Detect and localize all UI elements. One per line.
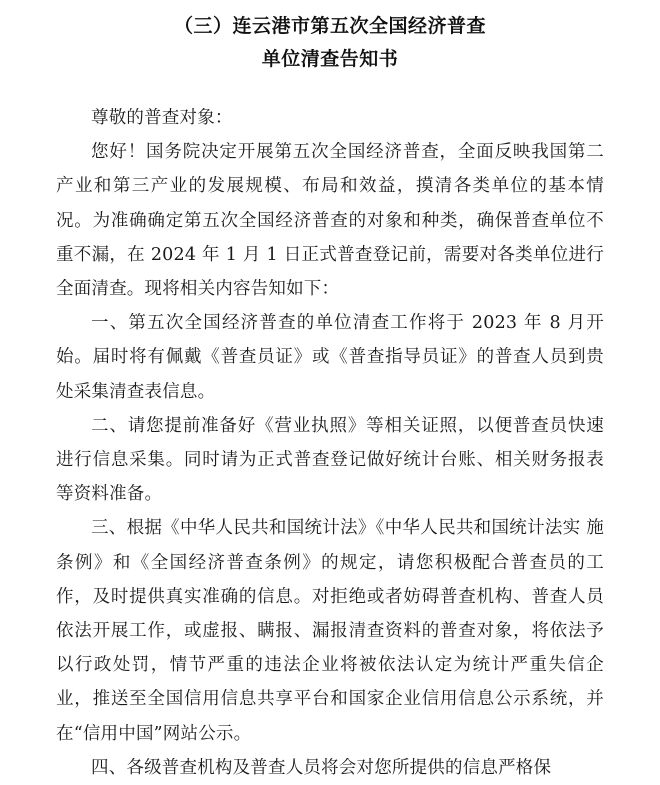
salutation: 尊敬的普查对象： (91, 108, 233, 128)
page-title-line-1: （三）连云港市第五次全国经济普查 (173, 15, 486, 37)
page-title (56, 10, 604, 75)
document-body (56, 101, 604, 785)
paragraph-1: 您好！国务院决定开展第五次全国经济普查，全面反映我国第二产业和第三产业的发展规模、布局和效益，摸清各类单位的基本情况。为准确确定第五次全国经济普查的对象和种类，确保普查单位不重不漏，在 2024 年 1 月 1 日正式普查登记前，需要对各类单位进行全面清查。现将相关内容告知如下： (56, 142, 604, 300)
paragraph-2: 一、第五次全国经济普查的单位清查工作将于 2023 年 8 月开始。届时将有佩戴《普查员证》或《普查指导员证》的普查人员到贵处采集清查表信息。 (56, 313, 604, 402)
paragraph-5: 四、各级普查机构及普查人员将会对您所提供的信息严格保 (91, 757, 552, 778)
paragraph-3: 二、请您提前准备好《营业执照》等相关证照，以便普查员快速进行信息采集。同时请为正式普查登记做好统计台账、相关财务报表等资料准备。 (56, 415, 604, 505)
paragraph-4: 三、根据《中华人民共和国统计法》《中华人民共和国统计法实 施条例》和《全国经济普查条例》的规定，请您积极配合普查员的工作，及时提供真实准确的信息。对拒绝或者妨碍普查机构、普查人员依法开展工作，或虚报、瞒报、漏报清查资料的普查对象，将依法予以行政处罚，情节严重的违法企业将被依法认定为统计严重失信企业，推送至全国信用信息共享平台和国家企业信用信息公示系统，并在“信用中国”网站公示。 (56, 518, 604, 744)
page-title-line-2: 单位清查告知书 (261, 48, 399, 70)
